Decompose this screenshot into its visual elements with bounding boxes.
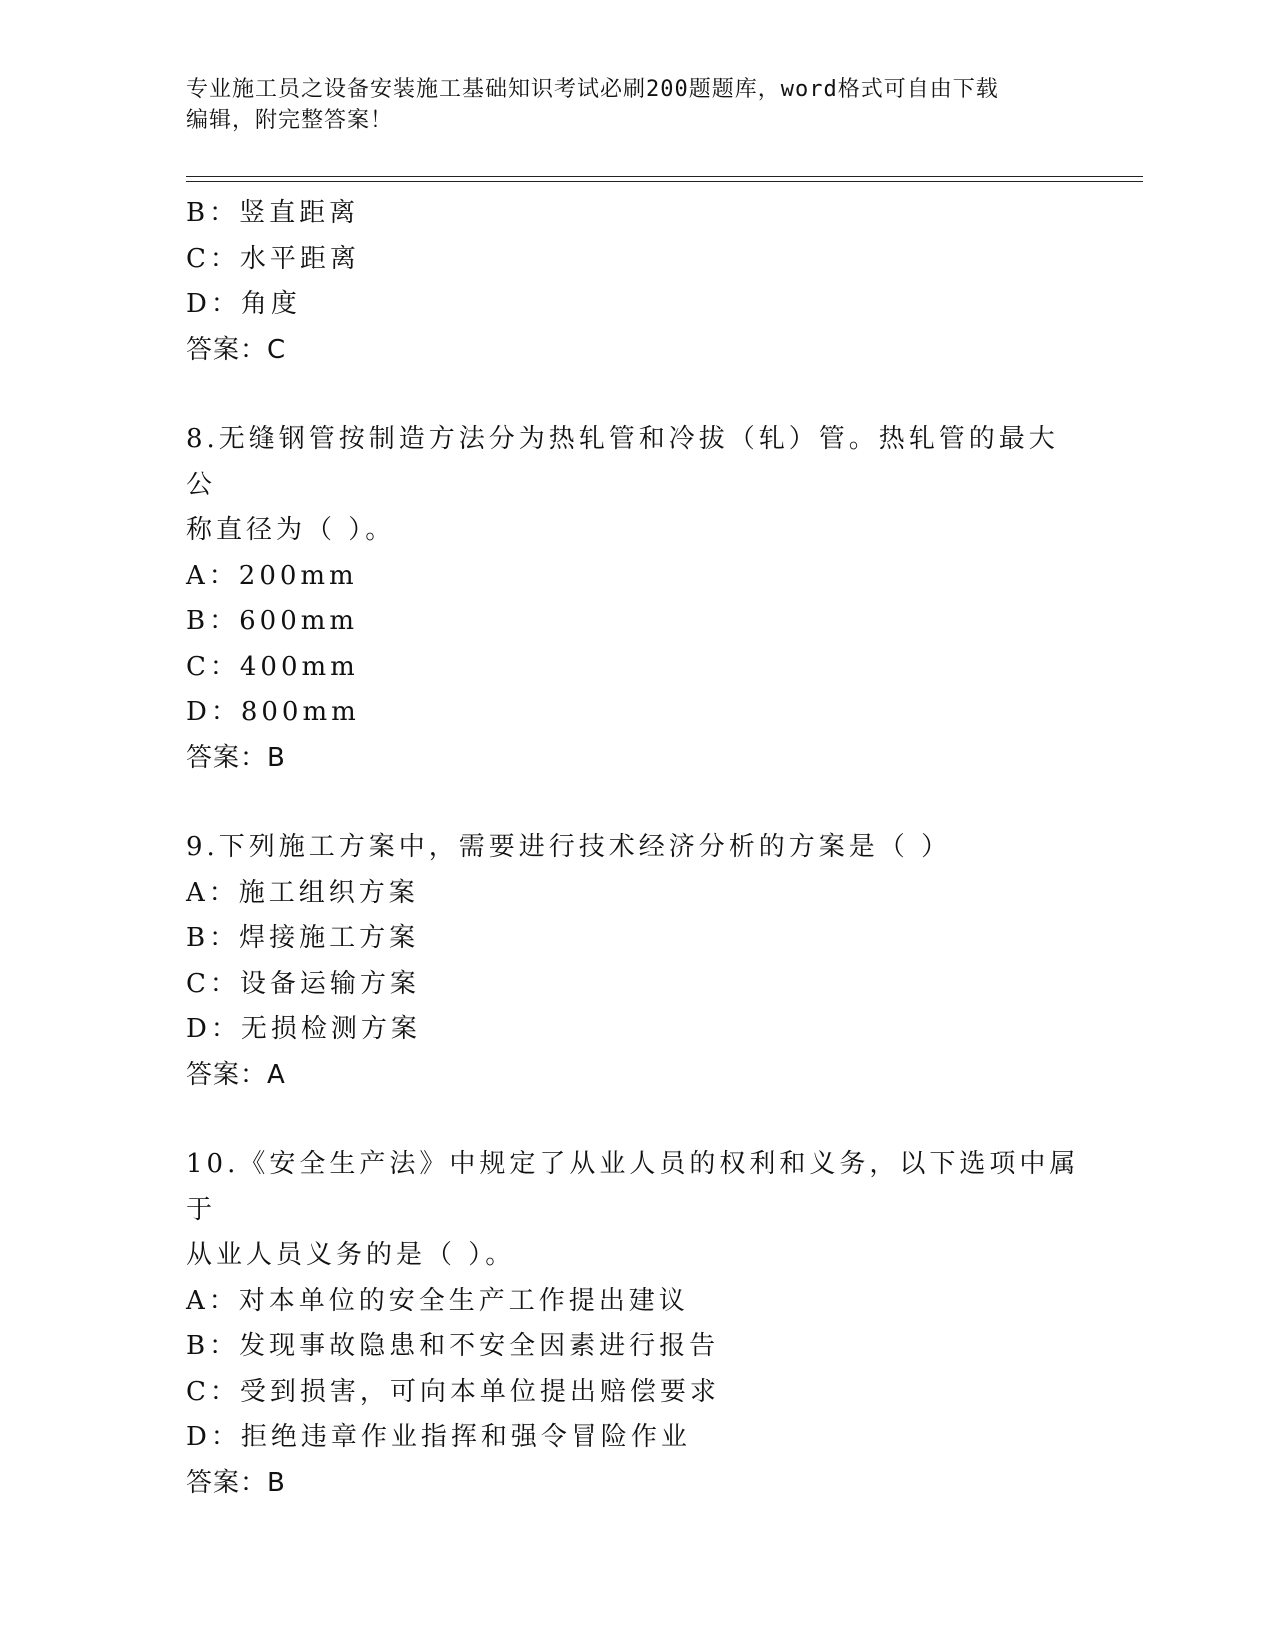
- option-c: C：受到损害，可向本单位提出赔偿要求: [186, 1376, 720, 1407]
- option-c: C：水平距离: [186, 243, 360, 274]
- option-d: D：800mm: [186, 697, 360, 727]
- spacer: [186, 1098, 1086, 1142]
- question-stem-line-1: 9.下列施工方案中，需要进行技术经济分析的方案是（ ）: [186, 832, 952, 862]
- option-a: A：对本单位的安全生产工作提出建议: [186, 1285, 689, 1316]
- answer: 答案：B: [186, 1467, 286, 1498]
- option-a: A：施工组织方案: [186, 877, 419, 908]
- option-d: D：无损检测方案: [186, 1014, 421, 1044]
- option-d: D：角度: [186, 289, 301, 319]
- question-stem-line-1: 10.《安全生产法》中规定了从业人员的权利和义务，以下选项中属于: [186, 1149, 1080, 1225]
- option-a: A：200mm: [186, 560, 358, 591]
- document-header: [186, 74, 1086, 136]
- header-title-line-2: 编辑，附完整答案！: [186, 108, 394, 133]
- spacer: [186, 781, 1086, 825]
- question-9: [186, 825, 1086, 1098]
- question-7-tail: [186, 191, 1086, 373]
- option-c: C：400mm: [186, 651, 359, 682]
- answer: 答案：A: [186, 1059, 286, 1090]
- question-8: [186, 417, 1086, 781]
- option-d: D：拒绝违章作业指挥和强令冒险作业: [186, 1422, 691, 1452]
- option-b: B：发现事故隐患和不安全因素进行报告: [186, 1331, 720, 1361]
- option-b: B：竖直距离: [186, 198, 360, 228]
- option-c: C：设备运输方案: [186, 968, 420, 999]
- answer: 答案：B: [186, 742, 286, 773]
- header-divider-bottom: [186, 181, 1143, 182]
- option-b: B：焊接施工方案: [186, 923, 420, 953]
- question-stem-line-1: 8.无缝钢管按制造方法分为热轧管和冷拔（轧）管。热轧管的最大公: [186, 424, 1059, 500]
- header-divider-top: [186, 176, 1143, 177]
- question-list: [186, 191, 1086, 1506]
- question-stem-line-2: 称直径为（ ）。: [186, 515, 396, 545]
- question-10: [186, 1142, 1086, 1506]
- question-stem-line-2: 从业人员义务的是（ ）。: [186, 1240, 516, 1270]
- option-b: B：600mm: [186, 606, 359, 636]
- answer: 答案：C: [186, 334, 287, 365]
- spacer: [186, 373, 1086, 417]
- header-title-line-1: 专业施工员之设备安装施工基础知识考试必刷200题题库，word格式可自由下载: [186, 77, 999, 102]
